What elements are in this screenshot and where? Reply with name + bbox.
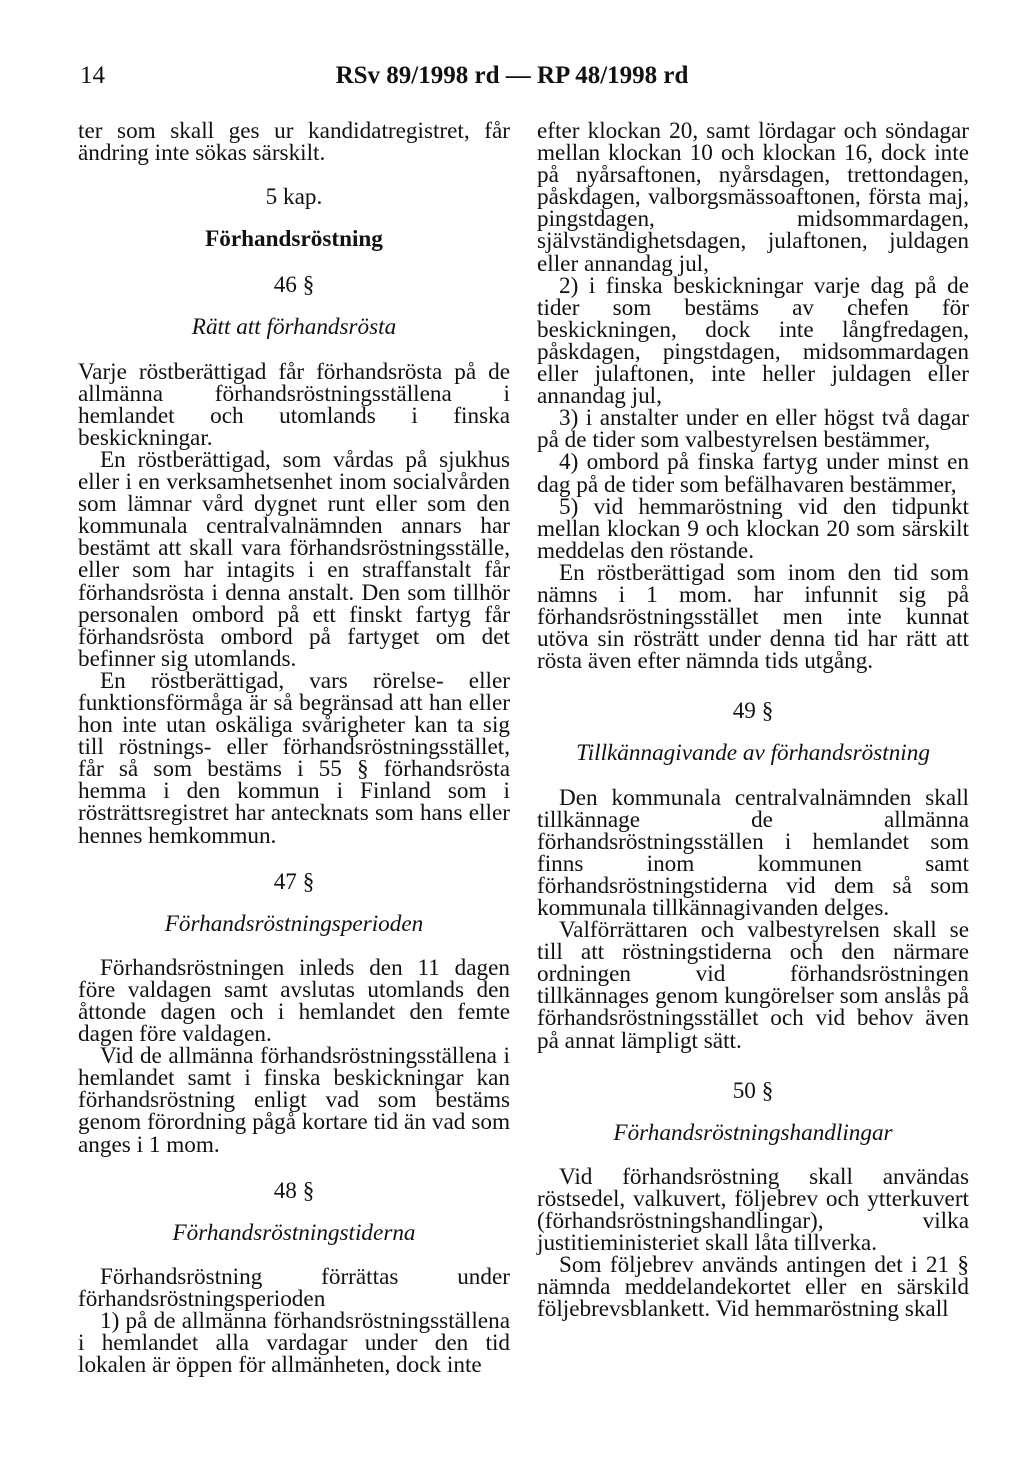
section-48-item-2: 2) i finska beskickningar varje dag på de tider som bestäms av chefen för beskickningen, dock inte långfredagen, påskdagen, pingstdagen, midsommardagen eller julaftonen, inte heller juldagen eller annandag jul,: [537, 272, 969, 410]
section-46-paragraph-3: En röstberättigad, vars rörelse- eller funktionsförmåga är så begränsad att han eller hon inte utan oskäliga svårigheter kan ta sig till röstnings- eller förhandsröstningsstället, får så som bestäms i 55 § förhandsrösta hemma i den kommun i Finland som i rösträttsregistret har antecknats som hans eller hennes hemkommun.: [78, 667, 510, 849]
intro-paragraph: ter som skall ges ur kandidatregistret, får ändring inte sökas särskilt.: [78, 118, 510, 167]
page-number: 14: [80, 62, 105, 89]
section-48-title: Förhandsröstningstiderna: [172, 1219, 416, 1246]
section-48-paragraph-1: Förhandsröstning förrättas under förhandsröstningsperioden: [78, 1263, 510, 1312]
section-48-number: 48 §: [273, 1177, 315, 1204]
section-47-paragraph-1: Förhandsröstningen inleds den 11 dagen före valdagen samt avslutas utomlands den åttonde dagen och i hemlandet den femte dagen före valdagen.: [78, 954, 510, 1048]
left-column: [78, 118, 510, 1379]
section-47-number: 47 §: [273, 868, 315, 895]
section-49-number: 49 §: [732, 698, 774, 725]
section-48-paragraph-2: En röstberättigad som inom den tid som nämns i 1 mom. har infunnit sig på förhandsröstningsstället men inte kunnat utöva sin rösträtt under denna tid har rätt att rösta även efter nämnda tids utgång.: [537, 559, 969, 675]
section-49-title: Tillkännagivande av förhandsröstning: [576, 740, 930, 767]
section-46-number: 46 §: [273, 272, 315, 299]
chapter-label: 5 kap.: [265, 184, 323, 211]
page-header: [0, 62, 1024, 102]
section-48-item-5: 5) vid hemmaröstning vid den tidpunkt mellan klockan 9 och klockan 20 som särskilt meddelas den röstande.: [537, 493, 969, 564]
section-48-item-3: 3) i anstalter under en eller högst två dagar på de tider som valbestyrelsen bestämmer,: [537, 405, 969, 454]
section-50-title: Förhandsröstningshandlingar: [613, 1119, 893, 1146]
section-50-paragraph-1: Vid förhandsröstning skall användas röstsedel, valkuvert, följebrev och ytterkuvert (förhandsröstningshandlingar), vilka justitieministeriet skall låta tillverka.: [537, 1163, 969, 1257]
right-column: [537, 120, 969, 1321]
section-47-paragraph-2: Vid de allmänna förhandsröstningsställena i hemlandet samt i finska beskickningar kan förhandsröstning enligt vad som bestäms genom förordning pågå kortare tid än vad som anges i 1 mom.: [78, 1043, 510, 1158]
section-46-paragraph-2: En röstberättigad, som vårdas på sjukhus eller i en verksamhetsenhet inom socialvården som lämnar vård dygnet runt eller som den kommunala centralvalnämnden annars har bestämt att skall vara förhandsröstningsställe, eller som har intagits i en straffanstalt får förhandsrösta i denna anstalt. Den som tillhör personalen ombord på ett finskt fartyg får förhandsrösta ombord på fartyget om det befinner sig utomlands.: [78, 446, 510, 672]
section-50-paragraph-2: Som följebrev används antingen det i 21 § nämnda meddelandekortet eller en särskild följebrevsblankett. Vid hemmaröstning skall: [537, 1252, 969, 1323]
section-47-title: Förhandsröstningsperioden: [164, 910, 424, 937]
section-48-item-4: 4) ombord på finska fartyg under minst en dag på de tider som befälhavaren bestämmer,: [537, 449, 969, 498]
section-48-item-1: 1) på de allmänna förhandsröstningsställena i hemlandet alla vardagar under den tid lokalen är öppen för allmänheten, dock inte: [78, 1308, 510, 1379]
section-49-paragraph-2: Valförrättaren och valbestyrelsen skall se till att röstningstiderna och den närmare ordningen vid förhandsröstningen tillkännages genom kungörelser som anslås på förhandsröstningsstället och vid behov även på annat lämpligt sätt.: [537, 917, 969, 1054]
section-48-item-1-continued: efter klockan 20, samt lördagar och söndagar mellan klockan 10 och klockan 16, dock inte på nyårsaftonen, nyårsdagen, trettondagen, påskdagen, valborgsmässoaftonen, första maj, pingstdagen, midsommardagen, självständighetsdagen, julaftonen, juldagen eller annandag jul,: [537, 118, 969, 277]
chapter-heading: Förhandsröstning: [205, 226, 383, 253]
section-49-paragraph-1: Den kommunala centralvalnämnden skall tillkännage de allmänna förhandsröstningsställen i hemlandet som finns inom kommunen samt förhandsröstningstiderna vid dem så som kommunala tillkännagivanden delges.: [537, 784, 969, 921]
section-46-paragraph-1: Varje röstberättigad får förhandsrösta på de allmänna förhandsröstningsställena i hemlandet och utomlands i finska beskickningar.: [78, 358, 510, 451]
running-head: RSv 89/1998 rd — RP 48/1998 rd: [335, 62, 689, 89]
section-46-title: Rätt att förhandsrösta: [191, 314, 397, 341]
section-50-number: 50 §: [732, 1077, 774, 1104]
